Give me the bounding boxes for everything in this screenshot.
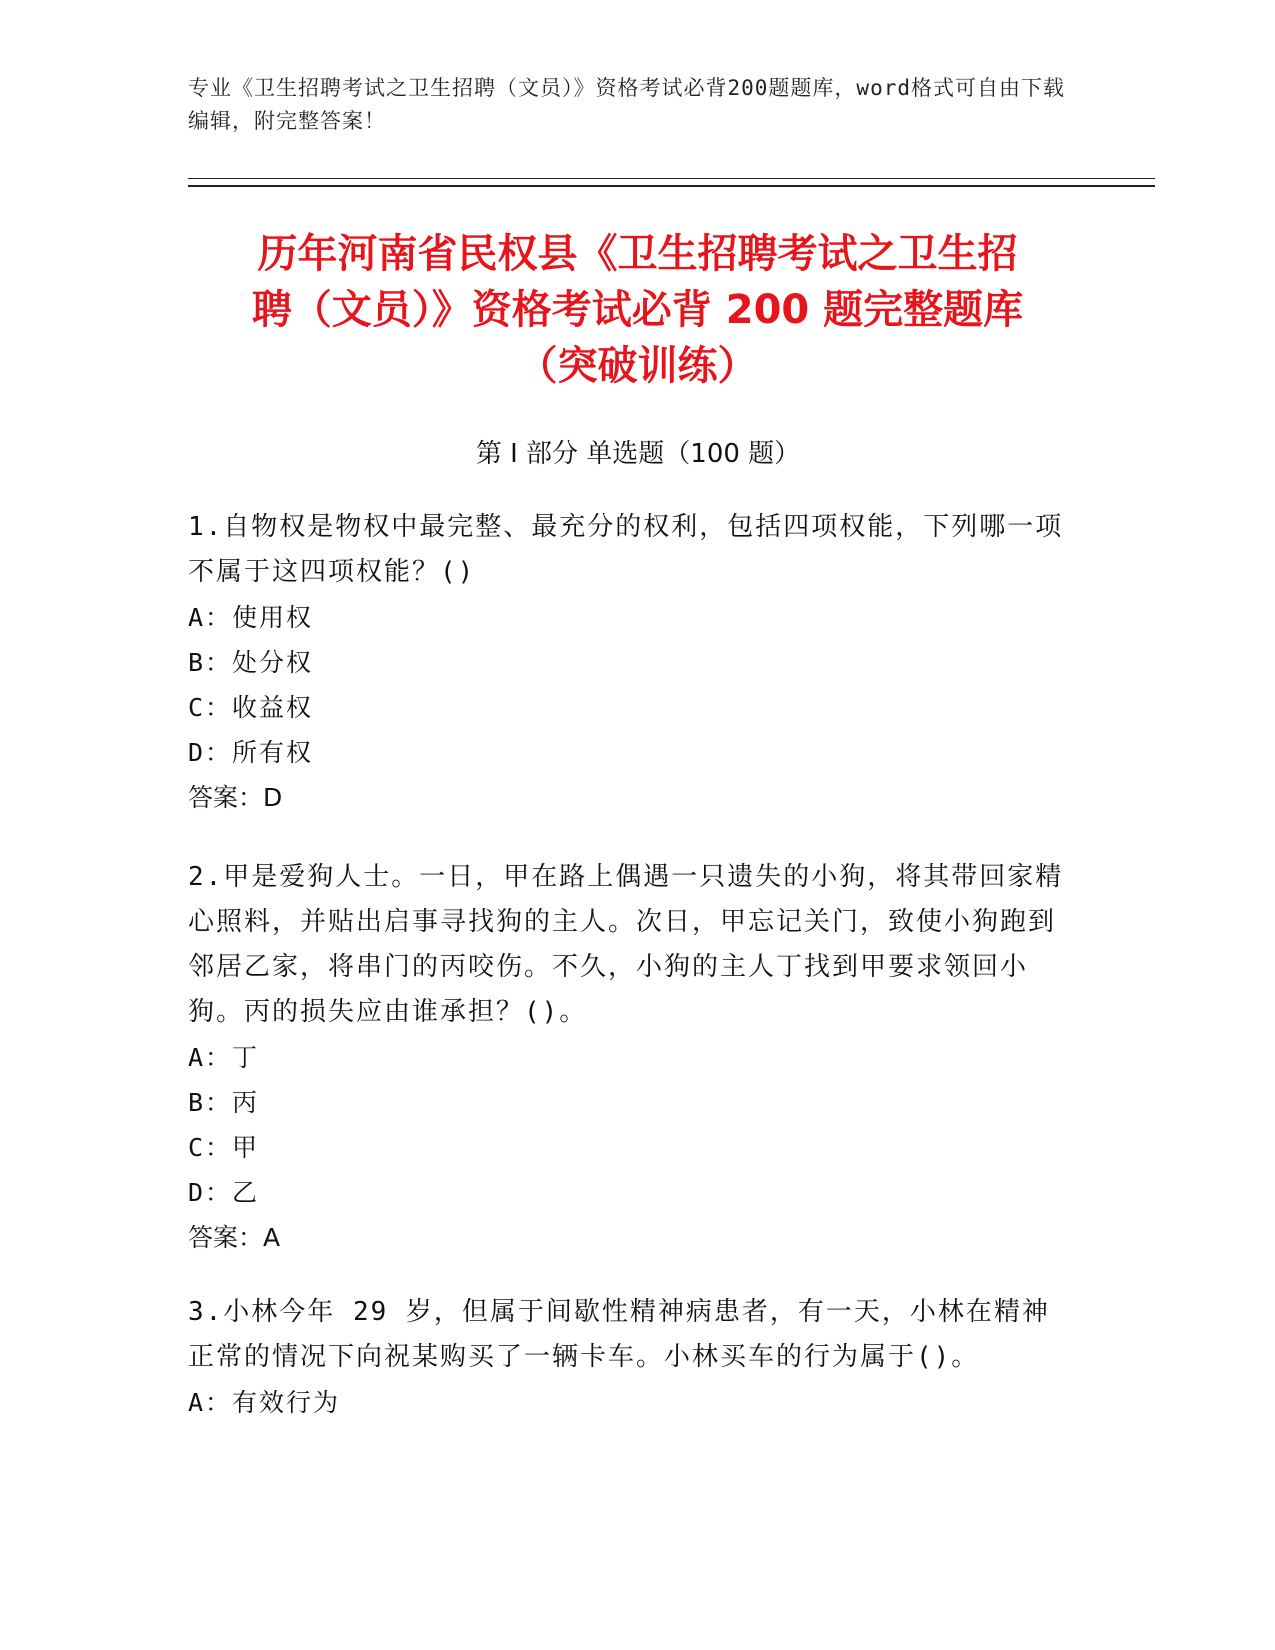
title-line-3: （突破训练）	[517, 343, 758, 389]
option-b: B：丙	[188, 1088, 260, 1117]
answer: 答案：D	[188, 783, 283, 812]
option-c: C：收益权	[188, 693, 314, 722]
title-line-1: 历年河南省民权县《卫生招聘考试之卫生招	[257, 231, 1018, 277]
question-stem: 1.自物权是物权中最完整、最充分的权利，包括四项权能，下列哪一项不属于这四项权能？()	[188, 512, 1064, 587]
option-a: A：丁	[188, 1043, 260, 1072]
document-title	[160, 226, 1115, 394]
section-heading: 第 I 部分 单选题（100 题）	[475, 439, 801, 469]
question-1	[188, 505, 1068, 820]
option-d: D：所有权	[188, 738, 314, 767]
title-line-2: 聘（文员）》资格考试必背 200 题完整题库	[251, 287, 1024, 333]
option-b: B：处分权	[188, 648, 314, 677]
question-stem: 2.甲是爱狗人士。一日，甲在路上偶遇一只遗失的小狗，将其带回家精心照料，并贴出启事寻找狗的主人。次日，甲忘记关门，致使小狗跑到邻居乙家，将串门的丙咬伤。不久，小狗的主人丁找到甲要求领回小狗。丙的损失应由谁承担？()。	[188, 862, 1064, 1027]
answer: 答案：A	[188, 1223, 281, 1252]
option-a: A：有效行为	[188, 1388, 341, 1417]
header-divider	[188, 178, 1155, 187]
option-d: D：乙	[188, 1178, 260, 1207]
header-note: 专业《卫生招聘考试之卫生招聘（文员）》资格考试必背200题题库，word格式可自由下载编辑，附完整答案！	[188, 76, 1065, 133]
option-a: A：使用权	[188, 603, 314, 632]
question-stem: 3.小林今年 29 岁，但属于间歇性精神病患者，有一天，小林在精神正常的情况下向祝某购买了一辆卡车。小林买车的行为属于()。	[188, 1297, 1050, 1372]
question-3	[188, 1290, 1068, 1425]
option-c: C：甲	[188, 1133, 260, 1162]
question-2	[188, 855, 1068, 1260]
